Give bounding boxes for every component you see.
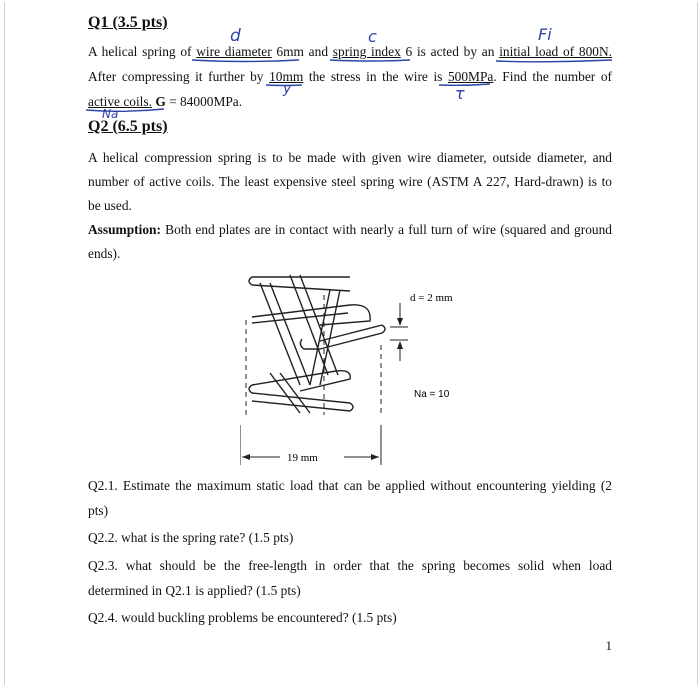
term-deflection: 10mm: [269, 69, 304, 84]
q2-heading: Q2 (6.5 pts): [88, 118, 168, 135]
active-coils-label: Na = 10: [414, 389, 450, 400]
term-active-coils: active coils.: [88, 94, 152, 109]
term-wire-diameter: wire diameter: [196, 44, 272, 59]
q2-1-line-2: pts): [88, 503, 109, 518]
handwritten-fi: Fi: [538, 25, 552, 44]
q2-3-line-2: determined in Q2.1 is applied? (1.5 pts): [88, 583, 301, 598]
q2-para-line-1: A helical compression spring is to be made with given wire diameter, outside diameter, and: [88, 150, 612, 165]
handwritten-underlines: [84, 40, 624, 120]
handwritten-d: d: [230, 26, 241, 46]
assumption-line-2: ends).: [88, 246, 121, 261]
assumption-label: Assumption:: [88, 222, 161, 237]
q2-2-line: Q2.2. what is the spring rate? (1.5 pts): [88, 530, 294, 545]
term-initial-load: initial load: [499, 44, 559, 59]
term-stress: 500MPa: [447, 69, 494, 84]
handwritten-tau: τ: [455, 84, 465, 103]
q2-4-line: Q2.4. would buckling problems be encountered? (1.5 pts): [88, 610, 397, 625]
handwritten-y: y: [283, 81, 292, 97]
q2-para-line-3: be used.: [88, 198, 132, 213]
q1-line-2: After compressing it further by 10mm the stress in the wire is 500MPa. Find the number of: [88, 69, 612, 84]
handwritten-na: Na: [102, 107, 119, 121]
q1-line-3: active coils. G = 84000MPa.: [88, 94, 243, 109]
q1-line-1: A helical spring of wire diameter 6mm and spring index 6 is acted by an initial load of 800N.: [88, 44, 612, 59]
term-spring-index: spring index: [332, 44, 401, 59]
handwritten-c: c: [368, 27, 377, 46]
spring-diagram: [240, 265, 470, 470]
wire-diameter-label: d = 2 mm: [410, 292, 453, 304]
q2-1-line-1: Q2.1. Estimate the maximum static load that can be applied without encountering yielding (2: [88, 478, 612, 493]
q1-heading: Q1 (3.5 pts): [88, 14, 168, 31]
q2-para-line-2: number of active coils. The least expensive steel spring wire (ASTM A 227, Hard-drawn) is to: [88, 174, 612, 189]
assumption-line-1: Assumption: Both end plates are in contact with nearly a full turn of wire (squared and ground: [88, 222, 612, 237]
page-number: 1: [605, 638, 612, 653]
od-dimension-label: 19 mm: [287, 452, 318, 464]
q2-3-line-1: Q2.3. what should be the free-length in order that the spring becomes solid when load: [88, 558, 612, 573]
